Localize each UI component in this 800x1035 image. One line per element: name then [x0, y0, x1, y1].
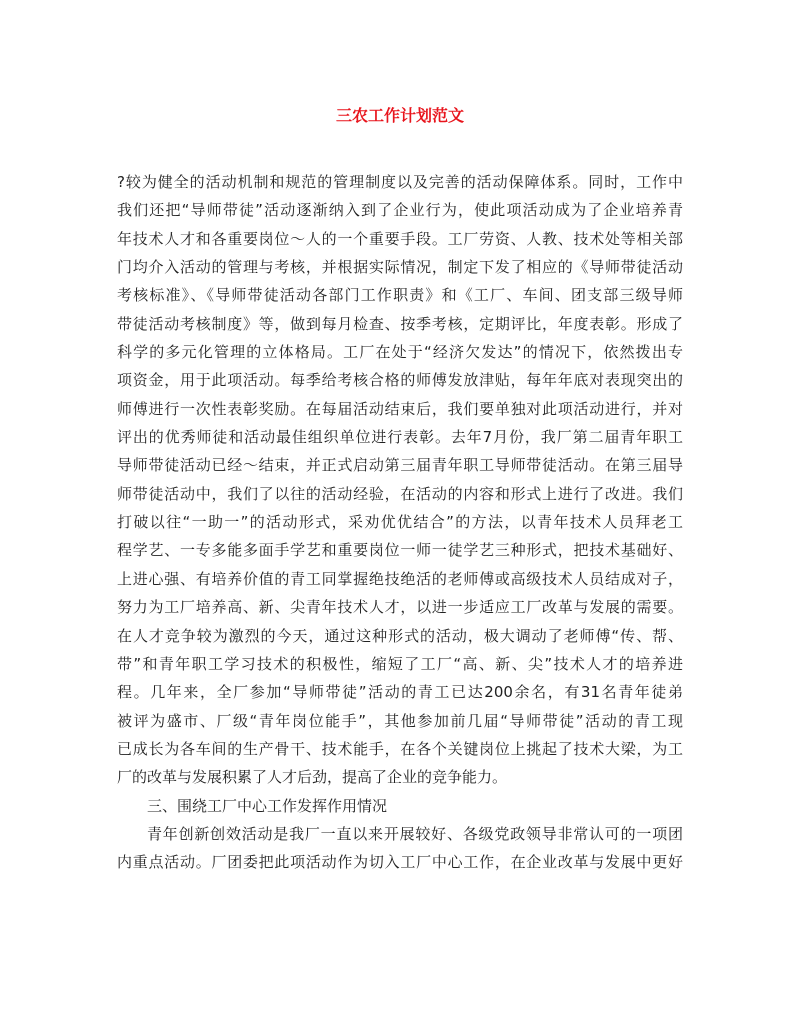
body-line: 年技术人才和各重要岗位～人的一个重要手段。工厂劳资、人教、技术处等相关部 — [117, 229, 683, 248]
body-line: 厂的改革与发展积累了人才后劲，提高了企业的竞争能力。 — [117, 768, 508, 787]
section-heading: 三、围绕工厂中心工作发挥作用情况 — [147, 796, 388, 815]
document-title: 三农工作计划范文 — [335, 106, 464, 125]
body-line: ?较为健全的活动机制和规范的管理制度以及完善的活动保障体系。同时，工作中 — [117, 173, 683, 191]
body-line: 被评为盛市、厂级“青年岗位能手”，其他参加前几届“导师带徒”活动的青工现 — [117, 711, 683, 730]
body-line: 青年创新创效活动是我厂一直以来开展较好、各级党政领导非常认可的一项团 — [147, 824, 683, 843]
document-body — [117, 168, 683, 877]
body-line: 项资金，用于此项活动。每季给考核合格的师傅发放津贴，每年年底对表现突出的 — [117, 371, 683, 390]
body-line: 努力为工厂培养高、新、尖青年技术人才，以进一步适应工厂改革与发展的需要。 — [117, 598, 683, 617]
body-line: 门均介入活动的管理与考核，并根据实际情况，制定下发了相应的《导师带徒活动 — [117, 258, 683, 277]
body-line: 带徒活动考核制度》等，做到每月检查、按季考核，定期评比，年度表彰。形成了 — [117, 314, 683, 333]
body-line: 内重点活动。厂团委把此项活动作为切入工厂中心工作，在企业改革与发展中更好 — [117, 853, 683, 872]
body-line: 上进心强、有培养价值的青工同掌握绝技绝活的老师傅或高级技术人员结成对子， — [117, 569, 683, 588]
body-line: 带”和青年职工学习技术的积极性，缩短了工厂“高、新、尖”技术人才的培养进 — [117, 654, 683, 673]
body-line: 我们还把“导师带徒”活动逐渐纳入到了企业行为，使此项活动成为了企业培养青 — [117, 201, 683, 220]
body-line: 打破以往“一助一”的活动形式，采劝优优结合”的方法，以青年技术人员拜老工 — [117, 513, 683, 532]
body-line: 师傅进行一次性表彰奖励。在每届活动结束后，我们要单独对此项活动进行，并对 — [117, 399, 683, 418]
body-line: 考核标准》、《导师带徒活动各部门工作职责》和《工厂、车间、团支部三级导师 — [117, 286, 683, 305]
body-line: 师带徒活动中，我们了以往的活动经验，在活动的内容和形式上进行了改进。我们 — [117, 484, 683, 503]
body-line: 导师带徒活动已经～结束，并正式启动第三届青年职工导师带徒活动。在第三届导 — [117, 456, 683, 475]
body-line: 在人才竞争较为激烈的今天，通过这种形式的活动，极大调动了老师傅“传、帮、 — [117, 626, 683, 645]
body-line: 科学的多元化管理的立体格局。工厂在处于“经济欠发达”的情况下，依然拨出专 — [117, 343, 683, 362]
body-line: 已成长为各车间的生产骨干、技术能手，在各个关键岗位上挑起了技术大梁，为工 — [117, 739, 683, 758]
body-line: 程。几年来，全厂参加“导师带徒”活动的青工已达200余名，有31名青年徒弟 — [117, 683, 683, 702]
body-line: 程学艺、一专多能多面手学艺和重要岗位一师一徒学艺三种形式，把技术基础好、 — [117, 541, 683, 560]
body-line: 评出的优秀师徒和活动最佳组织单位进行表彰。去年7月份，我厂第二届青年职工 — [117, 428, 683, 447]
